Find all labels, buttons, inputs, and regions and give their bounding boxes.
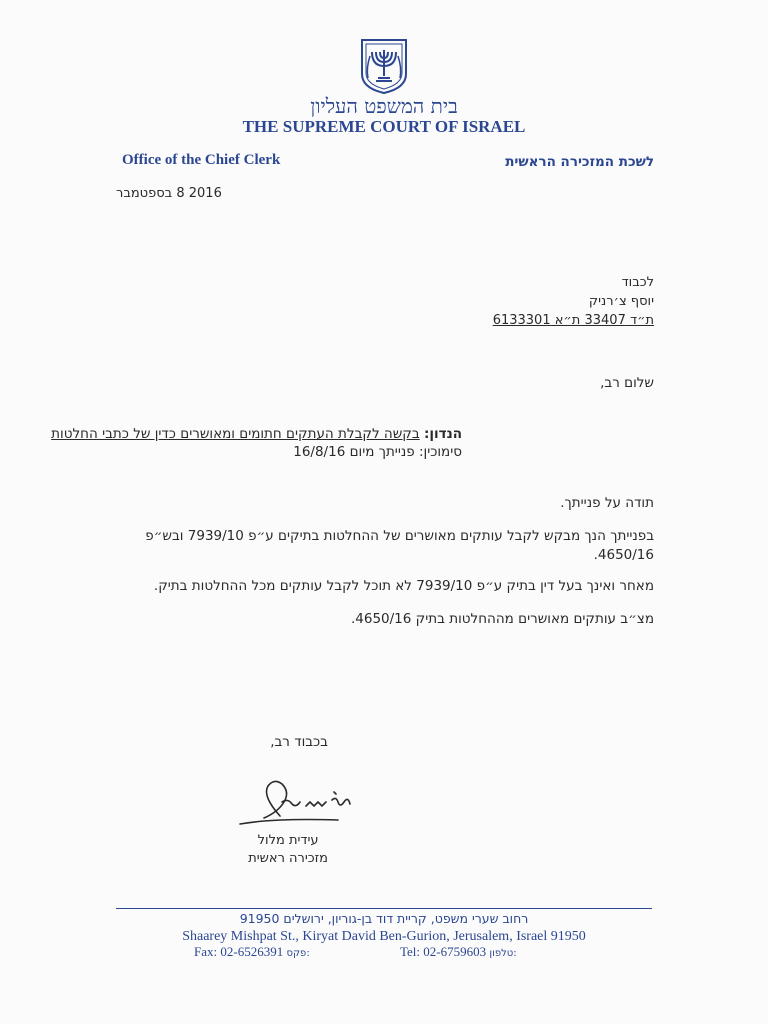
footer-address-hebrew: רחוב שערי משפט, קריית דוד בן-גוריון, ירושלים 91950 xyxy=(239,911,529,926)
body-paragraph: תודה על פנייתך. xyxy=(560,495,654,511)
fax-number: 02-6526391 xyxy=(220,944,284,959)
court-name-english: THE SUPREME COURT OF ISRAEL xyxy=(242,117,526,136)
body-paragraph: מצ״ב עותקים מאושרים מההחלטות בתיק 4650/16. xyxy=(350,611,654,627)
greeting: שלום רב, xyxy=(600,375,654,391)
body-paragraph: מאחר ואינך בעל דין בתיק ע״פ 7939/10 לא תוכל לקבל עותקים מכל ההחלטות בתיק. xyxy=(153,578,654,594)
signer-name: עידית מלול xyxy=(257,833,319,848)
office-title-english: Office of the Chief Clerk xyxy=(122,152,281,168)
fax-label: Fax: xyxy=(194,944,218,959)
subject-text: בקשה לקבלת העתקים חתומים ומאושרים כדין של כתבי החלטות xyxy=(51,426,420,442)
recipient-block xyxy=(493,273,654,330)
recipient-honorific: לכבוד xyxy=(621,275,654,290)
subject-label: הנדון: xyxy=(424,426,462,442)
footer-tel xyxy=(400,944,517,960)
recipient-address: ת״ד 33407 ת״א 6133301 xyxy=(492,313,654,328)
footer-divider xyxy=(116,908,652,909)
reference-line: סימוכין: פנייתך מיום 16/8/16 xyxy=(293,444,462,460)
signer-block xyxy=(248,832,328,868)
handwritten-signature-icon xyxy=(234,772,364,832)
footer-fax xyxy=(194,944,310,960)
letter-date: 2016 8 בספטמבר xyxy=(116,186,222,201)
office-title-hebrew: לשכת המזכירה הראשית xyxy=(505,154,654,170)
tel-number: 02-6759603 xyxy=(423,944,487,959)
signer-title: מזכירה ראשית xyxy=(248,851,328,866)
closing: בכבוד רב, xyxy=(270,734,328,750)
body-paragraph: בפנייתך הנך מבקש לקבל עותקים מאושרים של ההחלטות בתיקים ע״פ 7939/10 ובש״פ xyxy=(145,528,654,544)
fax-label-hebrew: פקס: xyxy=(286,948,310,959)
recipient-name: יוסף צ׳רניק xyxy=(588,294,654,309)
body-paragraph-continuation: 4650/16. xyxy=(593,547,654,563)
menorah-emblem-icon xyxy=(358,38,410,94)
tel-label: Tel: xyxy=(400,944,421,959)
subject-line xyxy=(51,426,462,442)
footer-address-english: Shaarey Mishpat St., Kiryat David Ben-Gurion, Jerusalem, Israel 91950 xyxy=(182,929,586,944)
tel-label-hebrew: טלפון: xyxy=(489,948,517,959)
court-name-hebrew: בית המשפט העליון xyxy=(310,94,458,118)
